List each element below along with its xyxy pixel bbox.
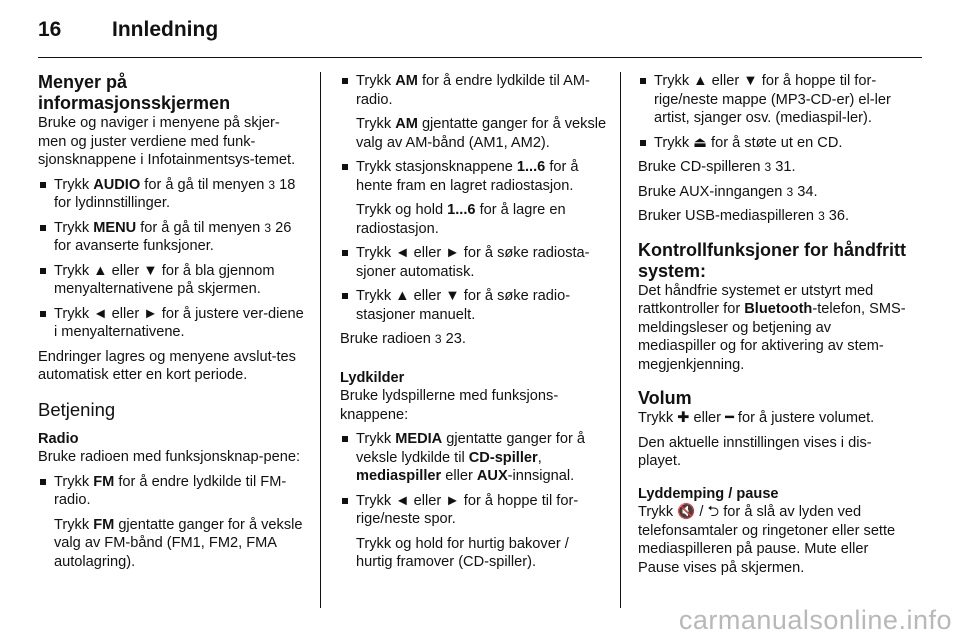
bullet-skip: Trykk ◄ eller ► for å hoppe til for-rige/neste spor.: [340, 492, 608, 529]
heading-volume: Volum: [638, 388, 692, 408]
ref-arrow-icon: 3: [764, 160, 772, 174]
heading-mute: Lyddemping / pause: [638, 485, 779, 502]
radio-text: Bruke radioen med funksjonsknap-pene:: [38, 449, 301, 465]
bullet-station: Trykk stasjonsknappene 1...6 for å hente fram en lagret radiostasjon.: [340, 158, 608, 195]
watermark: carmanualsonline.info: [678, 605, 952, 635]
bullet-folder: Trykk ▲ eller ▼ for å hoppe til for-rige/neste mappe (MP3-CD-er) el-ler artist, sjanger osv. (mediaspil-ler).: [638, 72, 910, 128]
column-divider-1: [320, 72, 321, 608]
bullet-eject: Trykk ⏏ for å støte ut en CD.: [638, 134, 910, 153]
station-hold-text: Trykk og hold 1...6 for å lagre en radiostasjon.: [356, 202, 566, 237]
header-divider: [38, 57, 922, 58]
column-divider-2: [620, 72, 621, 608]
bullet-am: Trykk AM for å endre lydkilde til AM-radio.: [340, 72, 608, 109]
skip-hold-text: Trykk og hold for hurtig bakover / hurtig framover (CD-spiller).: [356, 535, 569, 570]
heading-radio: Radio: [38, 430, 79, 447]
heading-menus: Menyer på informasjonsskjermen: [38, 72, 231, 113]
ref-arrow-icon: 3: [268, 177, 276, 192]
volume-text: Trykk ✚ eller ━ for å justere volumet.: [638, 410, 875, 426]
bullet-scroll: Trykk ▲ eller ▼ for å bla gjennom menyalternativene på skjermen.: [38, 262, 306, 299]
ref-arrow-icon: 3: [818, 209, 825, 223]
aux-ref-text: Bruke AUX-inngangen 3 34.: [638, 183, 818, 200]
usb-ref-text: Bruker USB-mediaspilleren 3 36.: [638, 208, 850, 224]
heading-handsfree: Kontrollfunksjoner for håndfritt system:: [638, 239, 906, 281]
cd-ref-text: Bruke CD-spilleren 3 31.: [638, 159, 796, 175]
heading-sources: Lydkilder: [340, 369, 405, 386]
bullet-search-manual: Trykk ▲ eller ▼ for å søke radio-stasjoner manuelt.: [340, 287, 608, 324]
use-radio-text: Bruke radioen 3 23.: [340, 331, 466, 347]
bullet-menu: Trykk MENU for å gå til menyen 3 26 for avanserte funksjoner.: [38, 219, 306, 256]
page-number: 16: [38, 18, 62, 41]
changes-text: Endringer lagres og menyene avslut-tes automatisk etter en kort periode.: [38, 348, 296, 383]
column-1: [38, 72, 306, 577]
bullet-fm: Trykk FM for å endre lydkilde til FM-radio.: [38, 473, 306, 510]
ref-arrow-icon: 3: [786, 184, 794, 199]
page-header: [38, 18, 218, 42]
bullet-media: Trykk MEDIA gjentatte ganger for å veksle lydkilde til CD-spiller, mediaspiller eller AUX-innsignal.: [340, 430, 608, 486]
fm-repeat-text: Trykk FM gjentatte ganger for å veksle valg av FM-bånd (FM1, FM2, FMA autolagring).: [54, 516, 303, 570]
ref-arrow-icon: 3: [434, 332, 442, 346]
bullet-audio: Trykk AUDIO for å gå til menyen 3 18 for lydinnstillinger.: [38, 176, 306, 213]
handsfree-text: Det håndfrie systemet er utstyrt med rattkontroller for Bluetooth-telefon, SMS-meldingsleser og betjening av mediaspiller og for aktivering av stem-megjenkjenning.: [638, 282, 906, 373]
chapter-title: Innledning: [112, 18, 219, 41]
bullet-search-auto: Trykk ◄ eller ► for å søke radiosta-sjoner automatisk.: [340, 244, 608, 281]
column-2: [340, 72, 608, 578]
sources-text: Bruke lydspillerne med funksjons-knappene:: [340, 388, 559, 423]
mute-text: Trykk 🔇 / ⮌ for å slå av lyden ved telefonsamtaler og ringetoner eller sette mediaspilleren på pause. Mute eller Pause vises på skjermen.: [638, 504, 896, 576]
intro-text: Bruke og naviger i menyene på skjer-men og juster verdiene med funk-sjonsknappene i Infotainmentsys-temet.: [38, 115, 296, 168]
column-3: [638, 72, 910, 583]
am-repeat-text: Trykk AM gjentatte ganger for å veksle valg av AM-bånd (AM1, AM2).: [356, 116, 607, 151]
ref-arrow-icon: 3: [264, 220, 272, 235]
bullet-adjust: Trykk ◄ eller ► for å justere ver-diene i menyalternativene.: [38, 305, 306, 342]
volume-display-text: Den aktuelle innstillingen vises i dis-playet.: [638, 434, 872, 469]
heading-operation: Betjening: [38, 398, 116, 420]
